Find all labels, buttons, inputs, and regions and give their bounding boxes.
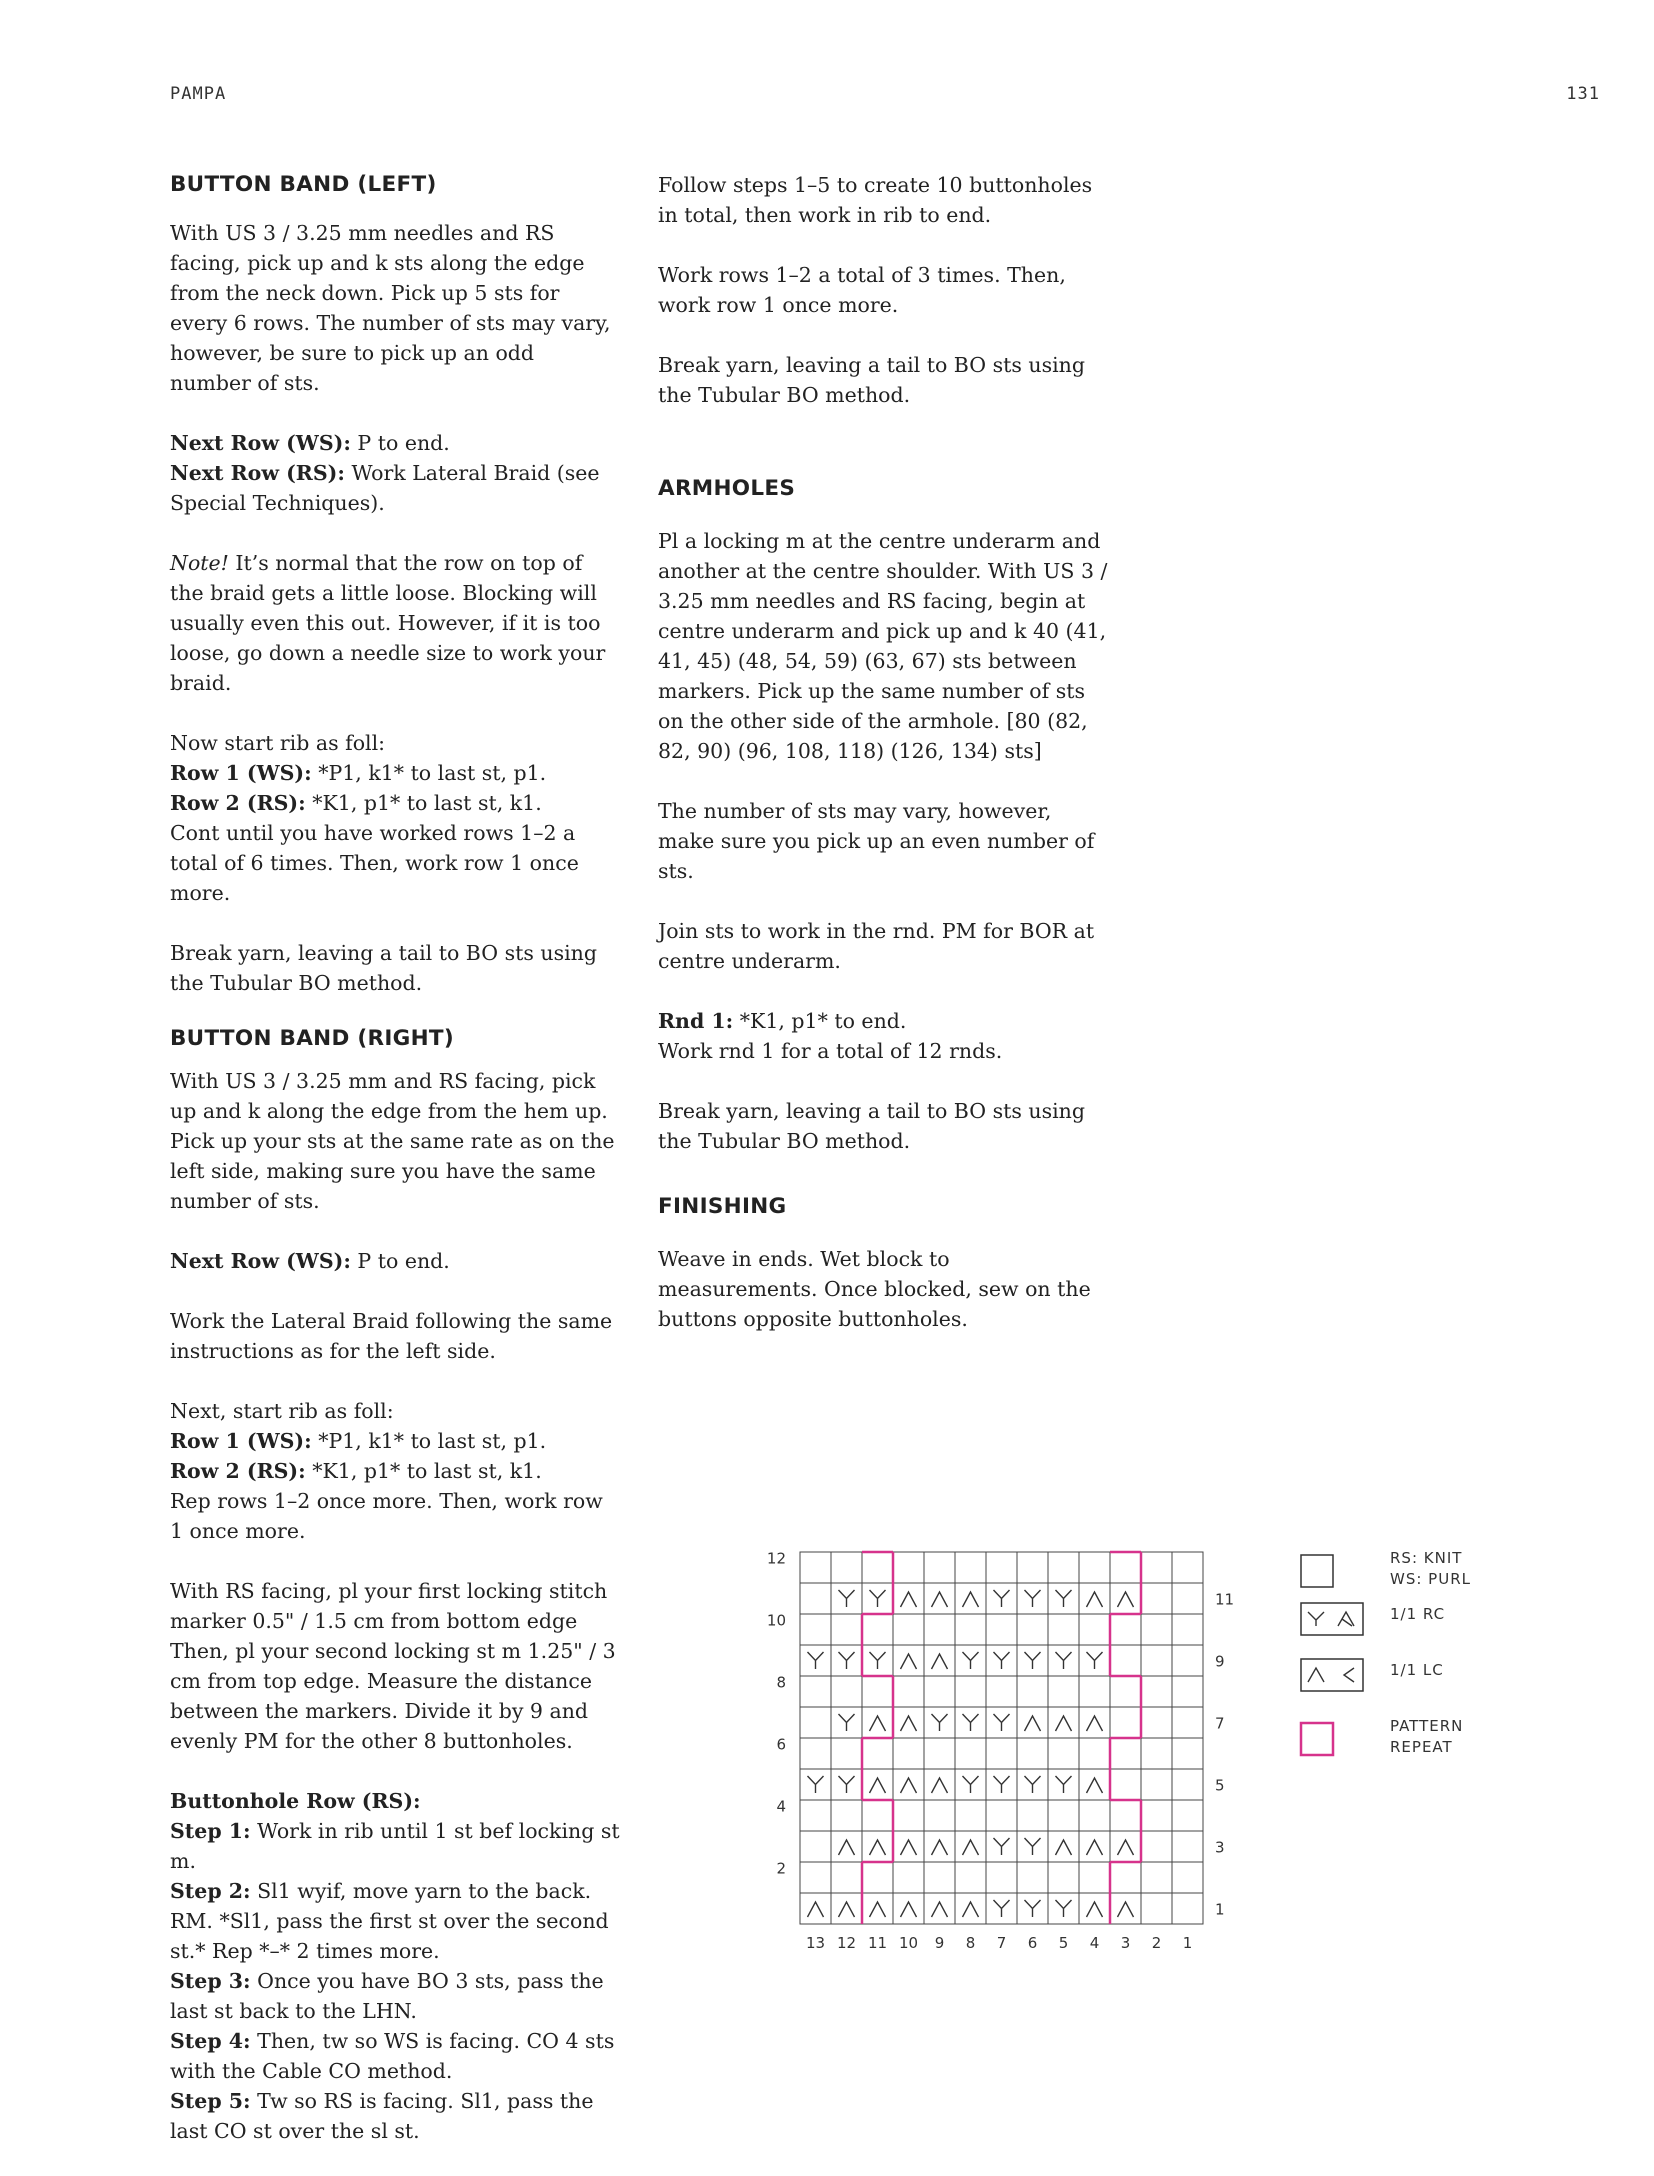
chart-cell [1110,1769,1141,1800]
paragraph: The number of sts may vary, however, make sure you pick up an even number of sts. [658,799,1095,883]
label: Next Row (RS): [170,461,345,485]
chart-cell [1079,1738,1110,1769]
text: Tw so RS is facing. Sl1, pass the last CO st over the sl st. [170,2089,594,2143]
row-label: 11 [1215,1590,1235,1609]
buttonhole-steps [170,1786,620,2146]
chart-cell [955,1614,986,1645]
chart-cell [924,1583,955,1614]
heading-finishing: FINISHING [658,1194,787,1219]
chart-cell [1172,1583,1203,1614]
paragraph: With US 3 / 3.25 mm and RS facing, pick up and k along the edge from the hem up. Pick up your sts at the same rate as on the left side, making sure you have the same number of sts. [170,1069,615,1213]
chart-cell [1110,1614,1141,1645]
rnd-instructions [658,1006,1108,1066]
chart-cell [924,1831,955,1862]
left-column [170,170,620,2176]
legend-label [1390,1716,1463,1758]
chart-cell [893,1676,924,1707]
repeat-symbol-icon [1300,1722,1334,1756]
chart-cell [955,1800,986,1831]
paragraph: Work rows 1–2 a total of 3 times. Then, work row 1 once more. [658,263,1066,317]
row-label: 5 [1215,1776,1225,1795]
chart-cell [1110,1831,1141,1862]
chart-cell [831,1676,862,1707]
chart-cell [800,1831,831,1862]
chart-cell [955,1676,986,1707]
chart-cell [1079,1707,1110,1738]
chart-cell [893,1738,924,1769]
text: Work Lateral Braid (see Special Techniques). [170,461,600,515]
chart-cell [1017,1614,1048,1645]
label: Next Row (WS): [170,1249,351,1273]
chart-cell [955,1893,986,1924]
paragraph: Break yarn, leaving a tail to BO sts using the Tubular BO method. [170,941,597,995]
chart-cell [986,1552,1017,1583]
chart-cell [862,1738,893,1769]
chart-cell [1048,1614,1079,1645]
chart-cell [1079,1614,1110,1645]
label: Buttonhole Row (RS): [170,1789,421,1813]
chart-cell [862,1676,893,1707]
knit-symbol-icon [1300,1554,1334,1588]
chart-cell [986,1614,1017,1645]
chart-cell [1141,1645,1172,1676]
legend-text: RS: KNIT [1390,1549,1463,1567]
chart-cell [1079,1831,1110,1862]
text: Once you have BO 3 sts, pass the last st back to the LHN. [170,1969,604,2023]
running-header: PAMPA [170,84,227,104]
chart-cell [1017,1862,1048,1893]
chart-cell [893,1645,924,1676]
row-label: 1 [1215,1900,1225,1919]
chart-cell [800,1862,831,1893]
row-label: 10 [766,1611,786,1630]
chart-cell [862,1831,893,1862]
chart-cell [1141,1831,1172,1862]
label: Step 2: [170,1879,251,1903]
column-label: 12 [836,1934,857,1952]
chart-cell [1141,1707,1172,1738]
row-label: 9 [1215,1652,1225,1671]
chart-cell [1172,1738,1203,1769]
chart-cell [1172,1800,1203,1831]
column-label: 6 [1027,1934,1038,1952]
chart-cell [893,1831,924,1862]
chart-cell [924,1552,955,1583]
legend-label: 1/1 LC [1390,1661,1444,1679]
chart-cell [1110,1738,1141,1769]
chart-cell [862,1614,893,1645]
note [170,548,620,698]
chart-cell [1172,1552,1203,1583]
chart-cell [893,1800,924,1831]
paragraph: Break yarn, leaving a tail to BO sts using the Tubular BO method. [658,353,1085,407]
text: P to end. [350,431,450,455]
chart-cell [1141,1800,1172,1831]
legend-label [1390,1548,1471,1590]
chart-cell [1172,1769,1203,1800]
chart-cell [924,1862,955,1893]
label: Row 1 (WS): [170,1429,312,1453]
label: Step 5: [170,2089,251,2113]
chart-cell [862,1800,893,1831]
paragraph: Weave in ends. Wet block to measurements. Once blocked, sew on the buttons opposite buttonholes. [658,1247,1091,1331]
chart-cell [1017,1676,1048,1707]
rib-instructions [170,1396,620,1546]
label: Row 2 (RS): [170,1459,306,1483]
chart-cell [1110,1645,1141,1676]
text: *K1, p1* to last st, k1. [305,791,542,815]
chart-cell [862,1769,893,1800]
chart-cell [1048,1552,1079,1583]
chart-cell [924,1645,955,1676]
label: Step 1: [170,1819,251,1843]
text: Next, start rib as foll: [170,1399,394,1423]
chart-cell [862,1893,893,1924]
chart-cell [1017,1800,1048,1831]
chart-cell [800,1893,831,1924]
right-column [658,170,1108,1364]
chart-cell [1079,1676,1110,1707]
chart-cell [924,1893,955,1924]
chart-cell [831,1893,862,1924]
chart-cell [831,1831,862,1862]
chart-cell [1172,1707,1203,1738]
paragraph: Break yarn, leaving a tail to BO sts using the Tubular BO method. [658,1099,1085,1153]
legend-text: WS: PURL [1390,1570,1471,1588]
chart-cell [1172,1614,1203,1645]
chart-cell [955,1862,986,1893]
text: Work rnd 1 for a total of 12 rnds. [658,1039,1003,1063]
chart-cell [1048,1707,1079,1738]
label: Step 3: [170,1969,251,1993]
chart-cell [862,1862,893,1893]
chart-cell [1172,1862,1203,1893]
chart-cell [1017,1707,1048,1738]
row-label: 8 [776,1673,786,1692]
chart-cell [831,1738,862,1769]
chart-cell [893,1707,924,1738]
column-label: 1 [1182,1934,1193,1952]
text: It’s normal that the row on top of the braid gets a little loose. Blocking will usually even this out. However, if it is too loose, go down a needle size to work your braid. [170,551,606,695]
chart-cell [955,1552,986,1583]
chart-cell [1141,1769,1172,1800]
row-label: 2 [776,1859,786,1878]
chart-cell [1079,1583,1110,1614]
chart-cell [1172,1676,1203,1707]
chart-cell [893,1583,924,1614]
chart-cell [1017,1738,1048,1769]
text: *P1, k1* to last st, p1. [311,1429,547,1453]
heading-button-band-left: BUTTON BAND (LEFT) [170,172,437,197]
chart-cell [1017,1552,1048,1583]
chart-cell [1048,1738,1079,1769]
chart-cell [893,1552,924,1583]
row-label: 4 [776,1797,786,1816]
column-label: 3 [1120,1934,1131,1952]
chart-cell [1141,1893,1172,1924]
chart-cell [800,1552,831,1583]
cable-chart [760,1536,1235,1956]
chart-cell [831,1862,862,1893]
chart-cell [1141,1676,1172,1707]
chart-cell [986,1800,1017,1831]
column-label: 9 [934,1934,945,1952]
row-label: 7 [1215,1714,1225,1733]
next-row [170,1246,620,1276]
legend-label: 1/1 RC [1390,1605,1446,1623]
chart-cell [800,1738,831,1769]
paragraph: Follow steps 1–5 to create 10 buttonholes in total, then work in rib to end. [658,173,1093,227]
page-number: 131 [1566,84,1600,104]
chart-cell [800,1676,831,1707]
note-label: Note! [170,551,229,575]
text: Then, tw so WS is facing. CO 4 sts with the Cable CO method. [170,2029,615,2083]
chart-cell [955,1738,986,1769]
chart-cell [1141,1614,1172,1645]
rib-instructions [170,728,620,908]
chart-cell [1048,1862,1079,1893]
chart-cell [1079,1800,1110,1831]
text: Work in rib until 1 st bef locking st m. [170,1819,620,1873]
chart-cell [1141,1862,1172,1893]
chart-cell [955,1583,986,1614]
chart-cell [800,1800,831,1831]
chart-cell [1110,1583,1141,1614]
chart-cell [986,1676,1017,1707]
text: *P1, k1* to last st, p1. [311,761,547,785]
chart-cell [893,1614,924,1645]
chart-cell [1048,1800,1079,1831]
chart-cell [924,1800,955,1831]
heading-button-band-right: BUTTON BAND (RIGHT) [170,1026,454,1051]
text: Cont until you have worked rows 1–2 a total of 6 times. Then, work row 1 once more. [170,821,579,905]
chart-cell [1110,1862,1141,1893]
chart-cell [862,1707,893,1738]
column-label: 7 [996,1934,1007,1952]
chart-cell [1141,1552,1172,1583]
chart-cell [1141,1738,1172,1769]
row-label: 6 [776,1735,786,1754]
legend-text: REPEAT [1390,1738,1453,1756]
column-label: 11 [867,1934,888,1952]
chart-cell [1079,1893,1110,1924]
chart-cell [1110,1676,1141,1707]
chart-cell [1079,1769,1110,1800]
paragraph: Pl a locking m at the centre underarm and another at the centre shoulder. With US 3 / 3.25 mm needles and RS facing, begin at centre underarm and pick up and k 40 (41, 41, 45) (48, 54, 59) (63, 67) sts between markers. Pick up the same number of sts on the other side of the armhole. [80 (82, 82, 90) (96, 108, 118) (126, 134) sts] [658,529,1108,763]
chart-cell [924,1769,955,1800]
paragraph: Join sts to work in the rnd. PM for BOR at centre underarm. [658,919,1095,973]
chart-cell [1079,1552,1110,1583]
column-label: 2 [1151,1934,1162,1952]
chart-cell [831,1552,862,1583]
paragraph: With RS facing, pl your first locking stitch marker 0.5" / 1.5 cm from bottom edge Then, pl your second locking st m 1.25" / 3 cm from top edge. Measure the distance between the markers. Divide it by 9 and evenly PM for the other 8 buttonholes. [170,1579,616,1753]
rc-symbol-icon [1300,1602,1364,1636]
paragraph: Work the Lateral Braid following the same instructions as for the left side. [170,1309,613,1363]
chart-cell [893,1862,924,1893]
chart-cell [1079,1862,1110,1893]
lc-symbol-icon [1300,1658,1364,1692]
chart-cell [1172,1831,1203,1862]
chart-cell [893,1769,924,1800]
column-label: 13 [805,1934,826,1952]
chart-cell [831,1614,862,1645]
chart-cell [924,1738,955,1769]
chart-cell [986,1738,1017,1769]
chart-cell [1172,1645,1203,1676]
chart-cell [924,1614,955,1645]
label: Row 2 (RS): [170,791,306,815]
chart-cell [986,1862,1017,1893]
label: Next Row (WS): [170,431,351,455]
text: P to end. [350,1249,450,1273]
text: *K1, p1* to end. [733,1009,907,1033]
legend-text: PATTERN [1390,1717,1464,1735]
chart-cell [1172,1893,1203,1924]
chart-cell [1110,1707,1141,1738]
chart-cell [1110,1552,1141,1583]
text: Now start rib as foll: [170,731,386,755]
label: Step 4: [170,2029,251,2053]
next-rows [170,428,620,518]
chart-cell [955,1831,986,1862]
chart-cell [862,1552,893,1583]
chart-cell [831,1800,862,1831]
chart-cell [1110,1800,1141,1831]
paragraph: With US 3 / 3.25 mm needles and RS facing, pick up and k sts along the edge from the neck down. Pick up 5 sts for every 6 rows. The number of sts may vary, however, be sure to pick up an odd number of sts. [170,221,611,395]
row-label: 12 [766,1549,786,1568]
chart-cell [800,1707,831,1738]
column-label: 5 [1058,1934,1069,1952]
chart-cell [800,1583,831,1614]
column-label: 4 [1089,1934,1100,1952]
heading-armholes: ARMHOLES [658,476,796,501]
label: Row 1 (WS): [170,761,312,785]
chart-cell [893,1893,924,1924]
row-label: 3 [1215,1838,1225,1857]
chart-cell [1048,1676,1079,1707]
column-label: 10 [898,1934,919,1952]
text: Sl1 wyif, move yarn to the back. RM. *Sl1, pass the first st over the second st.* Rep *–* 2 times more. [170,1879,609,1963]
text: Rep rows 1–2 once more. Then, work row 1 once more. [170,1489,603,1543]
chart-cell [800,1614,831,1645]
chart-cell [924,1676,955,1707]
column-label: 8 [965,1934,976,1952]
chart-cell [1048,1831,1079,1862]
text: *K1, p1* to last st, k1. [305,1459,542,1483]
chart-cell [1110,1893,1141,1924]
label: Rnd 1: [658,1009,734,1033]
chart-cell [1141,1583,1172,1614]
